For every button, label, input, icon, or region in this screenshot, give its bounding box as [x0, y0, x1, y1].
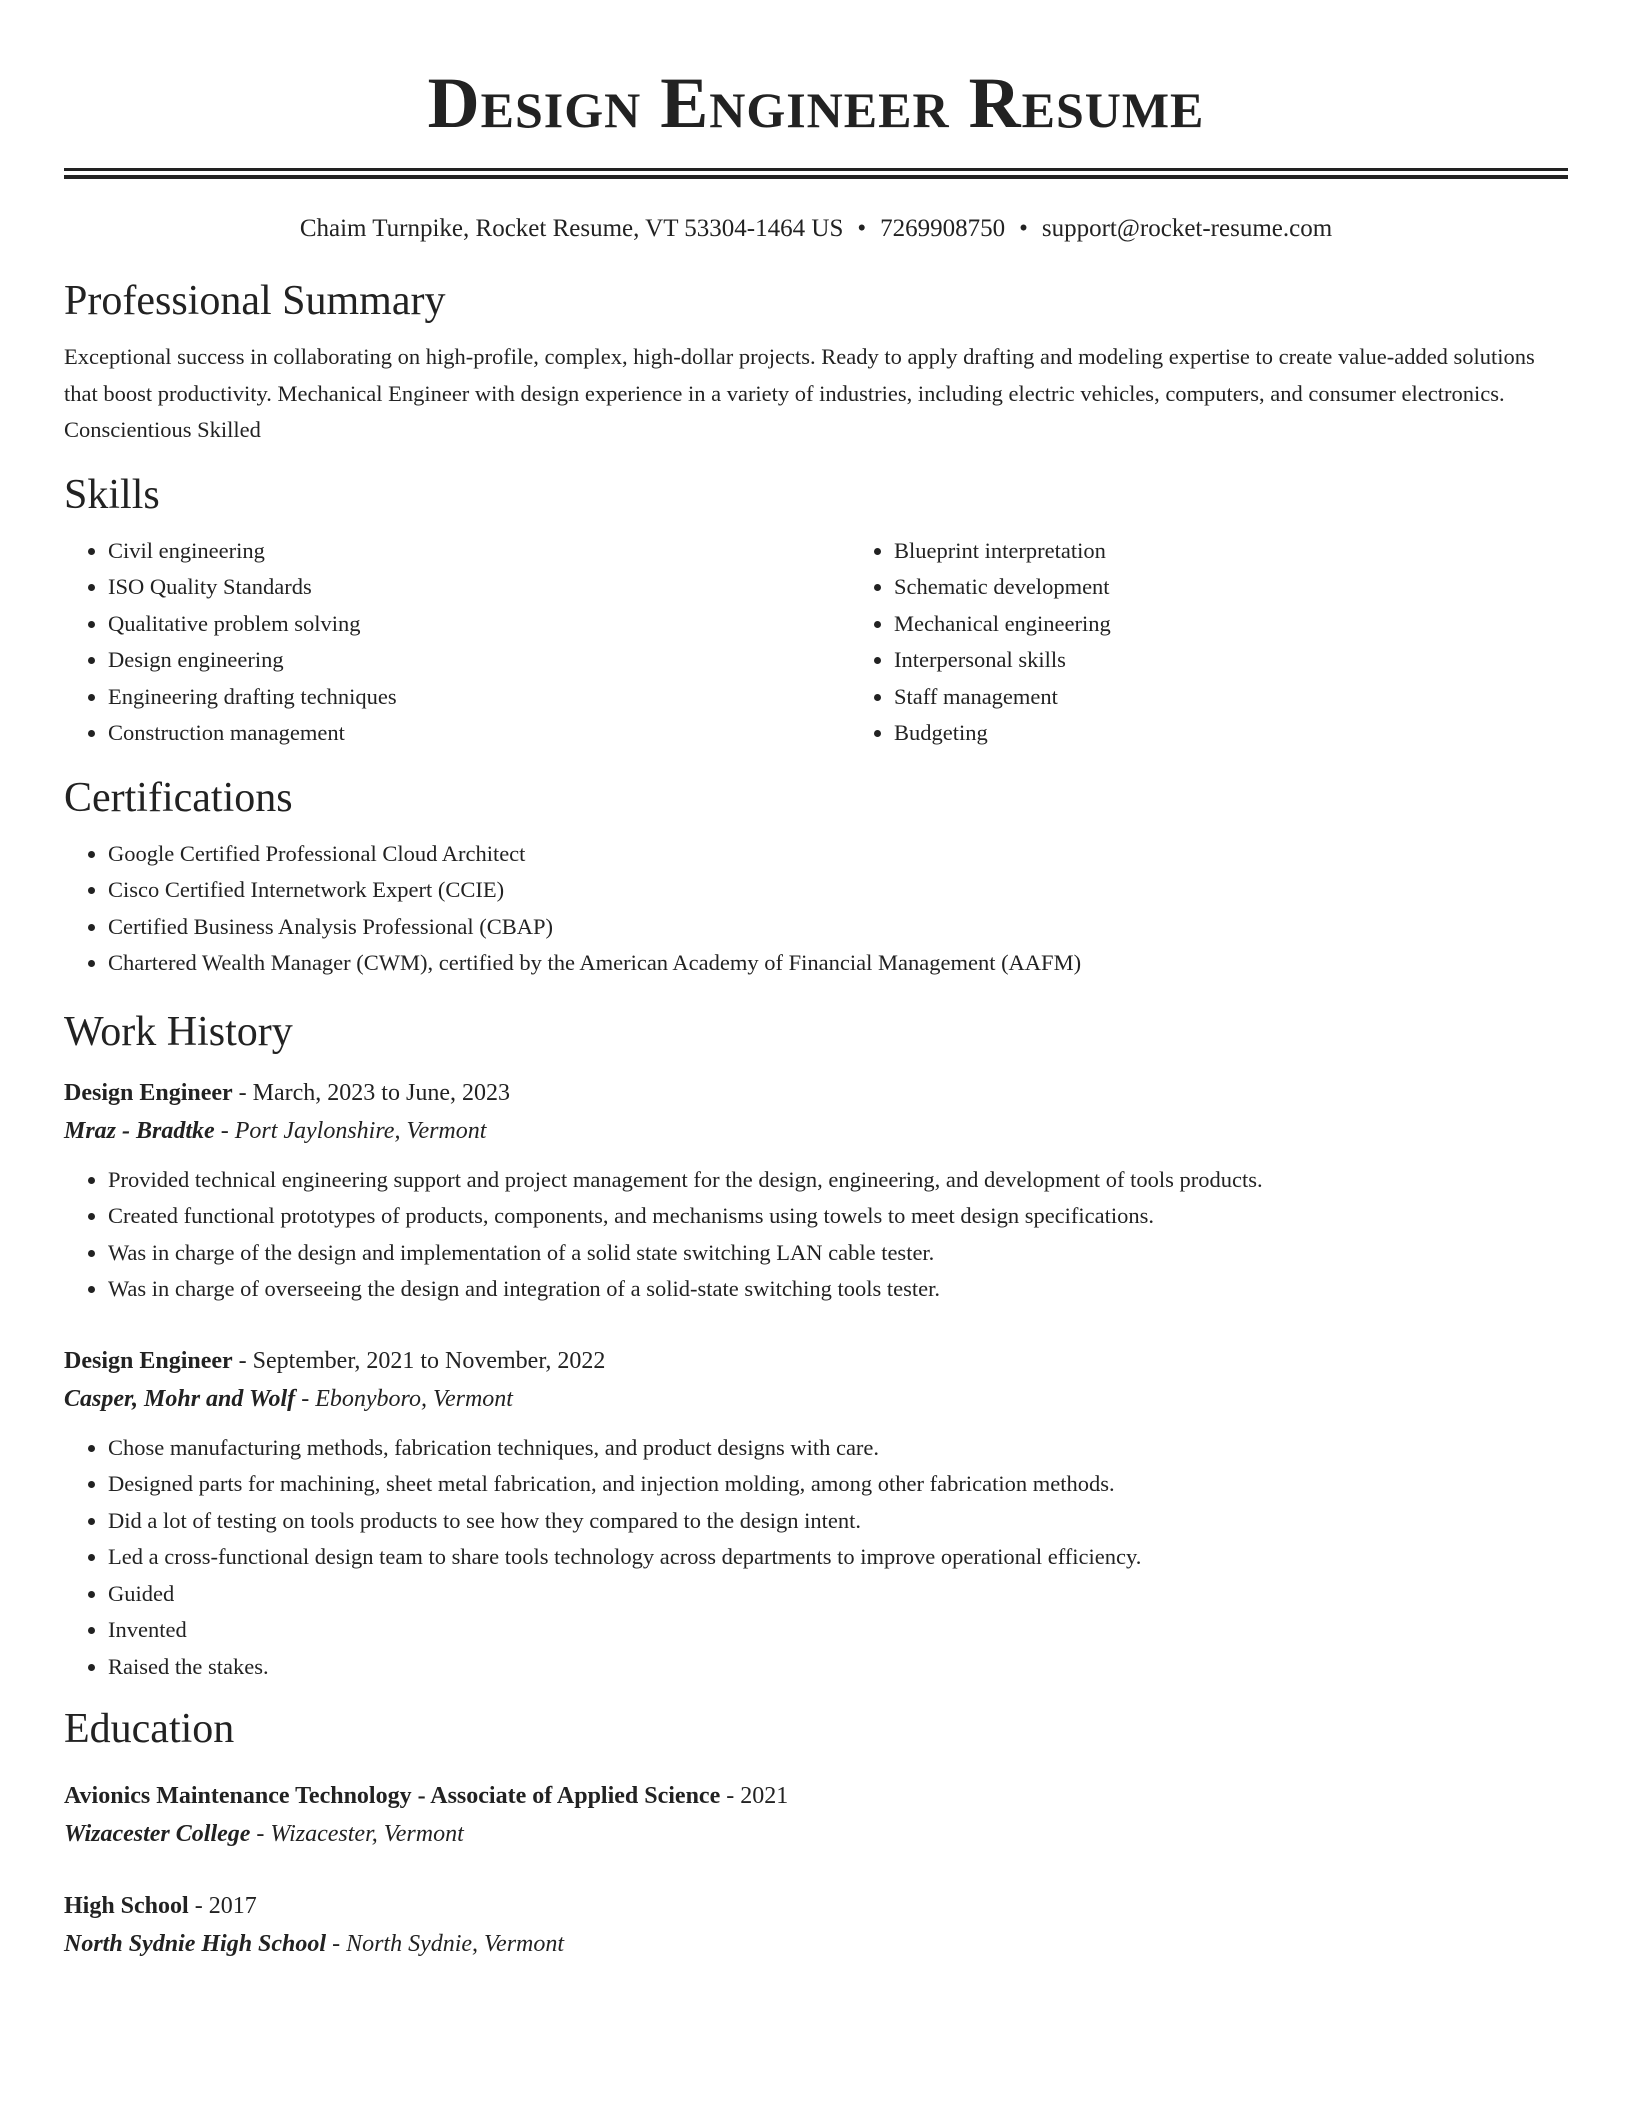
skill-item: • ISO Quality Standards: [108, 569, 850, 606]
skills-columns: [64, 533, 1568, 752]
certifications-list: [64, 836, 1568, 982]
job-role: Design Engineer: [64, 1079, 233, 1106]
job-bullet: • Guided: [108, 1576, 1568, 1613]
summary-text: Exceptional success in collaborating on high-profile, complex, high-dollar projects. Ready to apply drafting and modeling expertise to create value-added solutions that boost productivity. Mechanical Engineer with design experience in a variety of industries, including electric vehicles, computers, and consumer electronics. Conscientious Skilled: [64, 344, 1535, 442]
job-employer: Casper, Mohr and Wolf - Ebonyboro, Vermont: [64, 1385, 513, 1412]
skills-list-left: [64, 533, 850, 752]
job-bullet: • Created functional prototypes of products, components, and mechanisms using towels to meet design specifications.: [108, 1198, 1568, 1235]
certification-item: • Chartered Wealth Manager (CWM), certified by the American Academy of Financial Management (AAFM): [108, 945, 1568, 982]
skill-item: • Qualitative problem solving: [108, 606, 850, 643]
job-bullet: • Provided technical engineering support and project management for the design, engineering, and development of tools products.: [108, 1162, 1568, 1199]
certification-item: • Certified Business Analysis Professional (CBAP): [108, 909, 1568, 946]
education-header: High School - 2017: [64, 1893, 257, 1919]
job-bullet: • Raised the stakes.: [108, 1649, 1568, 1686]
education-entry: [64, 1887, 1568, 1963]
title-divider: [64, 168, 1568, 179]
certification-item: • Google Certified Professional Cloud Architect: [108, 836, 1568, 873]
skill-item: • Civil engineering: [108, 533, 850, 570]
skill-item: • Schematic development: [894, 569, 1632, 606]
job-role: Design Engineer: [64, 1347, 233, 1374]
job-company: Mraz - Bradtke: [64, 1117, 215, 1144]
education-school: Wizacester College: [64, 1821, 251, 1847]
education-header: Avionics Maintenance Technology - Associate of Applied Science - 2021: [64, 1783, 789, 1809]
skill-item: • Interpersonal skills: [894, 642, 1632, 679]
job-dates: September, 2021 to November, 2022: [252, 1347, 606, 1374]
skill-item: • Design engineering: [108, 642, 850, 679]
job-bullet: • Was in charge of the design and implementation of a solid state switching LAN cable tester.: [108, 1235, 1568, 1272]
summary-heading: Professional Summary: [64, 278, 446, 324]
education-year: 2017: [208, 1893, 257, 1919]
education-institution: North Sydnie High School - North Sydnie, Vermont: [64, 1931, 565, 1957]
job-bullet: • Invented: [108, 1612, 1568, 1649]
skill-item: • Staff management: [894, 679, 1632, 716]
education-school: North Sydnie High School: [64, 1931, 327, 1957]
contact-line: [64, 213, 1568, 245]
job-entry: [64, 1342, 1568, 1686]
job-dates: March, 2023 to June, 2023: [252, 1079, 510, 1106]
job-bullet: • Chose manufacturing methods, fabrication techniques, and product designs with care.: [108, 1430, 1568, 1467]
certifications-heading: Certifications: [64, 774, 293, 821]
education-location: North Sydnie, Vermont: [346, 1931, 565, 1957]
skills-list-right: [850, 533, 1632, 752]
education-heading: Education: [64, 1706, 235, 1752]
contact-separator: •: [1019, 215, 1028, 242]
resume-title: Design Engineer Resume: [427, 63, 1205, 143]
skill-item: • Blueprint interpretation: [894, 533, 1632, 570]
skill-item: • Mechanical engineering: [894, 606, 1632, 643]
job-company: Casper, Mohr and Wolf: [64, 1385, 296, 1412]
certification-item: • Cisco Certified Internetwork Expert (CCIE): [108, 872, 1568, 909]
skills-heading: Skills: [64, 471, 160, 518]
job-bullets: [64, 1430, 1568, 1686]
skill-item: • Construction management: [108, 715, 850, 752]
contact-address: Chaim Turnpike, Rocket Resume, VT 53304-1464 US: [299, 215, 844, 242]
education-location: Wizacester, Vermont: [270, 1821, 464, 1847]
job-location: Ebonyboro, Vermont: [315, 1385, 513, 1412]
job-header: Design Engineer - September, 2021 to November, 2022: [64, 1347, 606, 1374]
contact-email: support@rocket-resume.com: [1041, 215, 1333, 242]
work-history-heading: Work History: [64, 1008, 293, 1055]
job-employer: Mraz - Bradtke - Port Jaylonshire, Vermont: [64, 1117, 487, 1144]
education-year: 2021: [740, 1783, 789, 1809]
job-entry: [64, 1074, 1568, 1308]
job-bullet: • Did a lot of testing on tools products to see how they compared to the design intent.: [108, 1503, 1568, 1540]
education-degree: Avionics Maintenance Technology - Associate of Applied Science: [64, 1783, 721, 1809]
job-bullet: • Designed parts for machining, sheet metal fabrication, and injection molding, among other fabrication methods.: [108, 1466, 1568, 1503]
skill-item: • Engineering drafting techniques: [108, 679, 850, 716]
skill-item: • Budgeting: [894, 715, 1632, 752]
job-bullets: [64, 1162, 1568, 1308]
job-location: Port Jaylonshire, Vermont: [234, 1117, 487, 1144]
contact-separator: •: [857, 215, 867, 242]
job-bullet: • Led a cross-functional design team to share tools technology across departments to improve operational efficiency.: [108, 1539, 1568, 1576]
education-entry: [64, 1777, 1568, 1853]
education-institution: Wizacester College - Wizacester, Vermont: [64, 1821, 464, 1847]
contact-phone: 7269908750: [880, 215, 1006, 242]
job-bullet: • Was in charge of overseeing the design and integration of a solid-state switching tools tester.: [108, 1271, 1568, 1308]
education-degree: High School: [64, 1893, 189, 1919]
job-header: Design Engineer - March, 2023 to June, 2023: [64, 1079, 510, 1106]
